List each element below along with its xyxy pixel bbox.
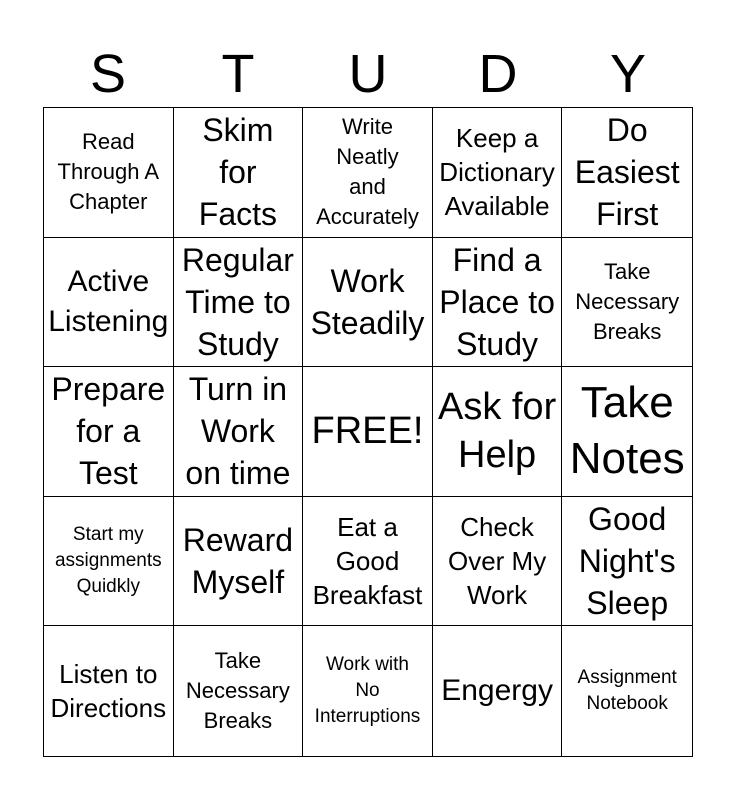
bingo-cell-label: Work with No Interruptions bbox=[314, 654, 421, 728]
header-letter-s: S bbox=[89, 44, 127, 104]
bingo-cell-label: Regular Time to Study bbox=[181, 241, 294, 362]
bingo-cell[interactable] bbox=[44, 238, 174, 368]
bingo-cell[interactable] bbox=[44, 626, 174, 756]
bingo-cell[interactable] bbox=[44, 497, 174, 627]
bingo-cell[interactable] bbox=[174, 108, 304, 238]
bingo-cell[interactable] bbox=[303, 238, 433, 368]
bingo-cell[interactable] bbox=[174, 626, 304, 756]
bingo-cell-label: Reward Myself bbox=[182, 522, 294, 601]
header-letter-u: U bbox=[348, 44, 388, 104]
bingo-cell[interactable] bbox=[562, 626, 692, 756]
bingo-cell[interactable] bbox=[433, 497, 563, 627]
bingo-cell[interactable] bbox=[303, 497, 433, 627]
bingo-cell[interactable] bbox=[44, 108, 174, 238]
bingo-cell-label: Engergy bbox=[441, 674, 553, 708]
bingo-cell[interactable] bbox=[562, 238, 692, 368]
bingo-cell-label: FREE! bbox=[311, 410, 424, 453]
bingo-cell-label: Read Through A Chapter bbox=[57, 129, 160, 215]
bingo-cell-label: Listen to Directions bbox=[50, 659, 167, 724]
bingo-cell-label: Find a Place to Study bbox=[439, 241, 555, 362]
bingo-cell-label: Do Easiest First bbox=[574, 112, 680, 233]
bingo-cell-label: Keep a Dictionary Available bbox=[439, 123, 555, 222]
bingo-cell[interactable] bbox=[562, 108, 692, 238]
bingo-cell-label: Take Notes bbox=[569, 378, 685, 484]
bingo-cell-label: Take Necessary Breaks bbox=[575, 258, 680, 344]
bingo-cell-label: Take Necessary Breaks bbox=[185, 648, 290, 734]
bingo-header bbox=[43, 40, 693, 108]
bingo-cell[interactable] bbox=[433, 238, 563, 368]
bingo-cell-label: Prepare for a Test bbox=[51, 371, 166, 492]
bingo-cell[interactable] bbox=[433, 108, 563, 238]
bingo-cell[interactable] bbox=[174, 367, 304, 497]
free-space-cell[interactable] bbox=[303, 367, 433, 497]
bingo-cell-label: Good Night's Sleep bbox=[578, 501, 676, 622]
bingo-cell[interactable] bbox=[303, 626, 433, 756]
bingo-cell-label: Work Steadily bbox=[310, 262, 425, 341]
bingo-cell[interactable] bbox=[433, 626, 563, 756]
header-letter-t: T bbox=[221, 44, 255, 104]
bingo-cell-label: Assignment Notebook bbox=[577, 667, 677, 715]
header-letter-y: Y bbox=[609, 44, 647, 104]
header-letter-d: D bbox=[478, 44, 518, 104]
bingo-cell[interactable] bbox=[174, 238, 304, 368]
bingo-cell-label: Eat a Good Breakfast bbox=[312, 512, 423, 611]
bingo-cell[interactable] bbox=[174, 497, 304, 627]
bingo-cell[interactable] bbox=[562, 367, 692, 497]
bingo-cell-label: Check Over My Work bbox=[447, 512, 547, 611]
bingo-cell[interactable] bbox=[433, 367, 563, 497]
bingo-board bbox=[43, 107, 693, 757]
bingo-cell[interactable] bbox=[44, 367, 174, 497]
bingo-cell-label: Turn in Work on time bbox=[185, 371, 291, 492]
bingo-cell-label: Start my assignments Quidkly bbox=[54, 524, 162, 598]
bingo-cell-label: Skim for Facts bbox=[198, 112, 277, 233]
bingo-cell-label: Ask for Help bbox=[437, 386, 557, 477]
bingo-cell[interactable] bbox=[562, 497, 692, 627]
bingo-cell-label: Active Listening bbox=[48, 264, 169, 338]
bingo-cell-label: Write Neatly and Accurately bbox=[316, 114, 419, 230]
bingo-cell[interactable] bbox=[303, 108, 433, 238]
